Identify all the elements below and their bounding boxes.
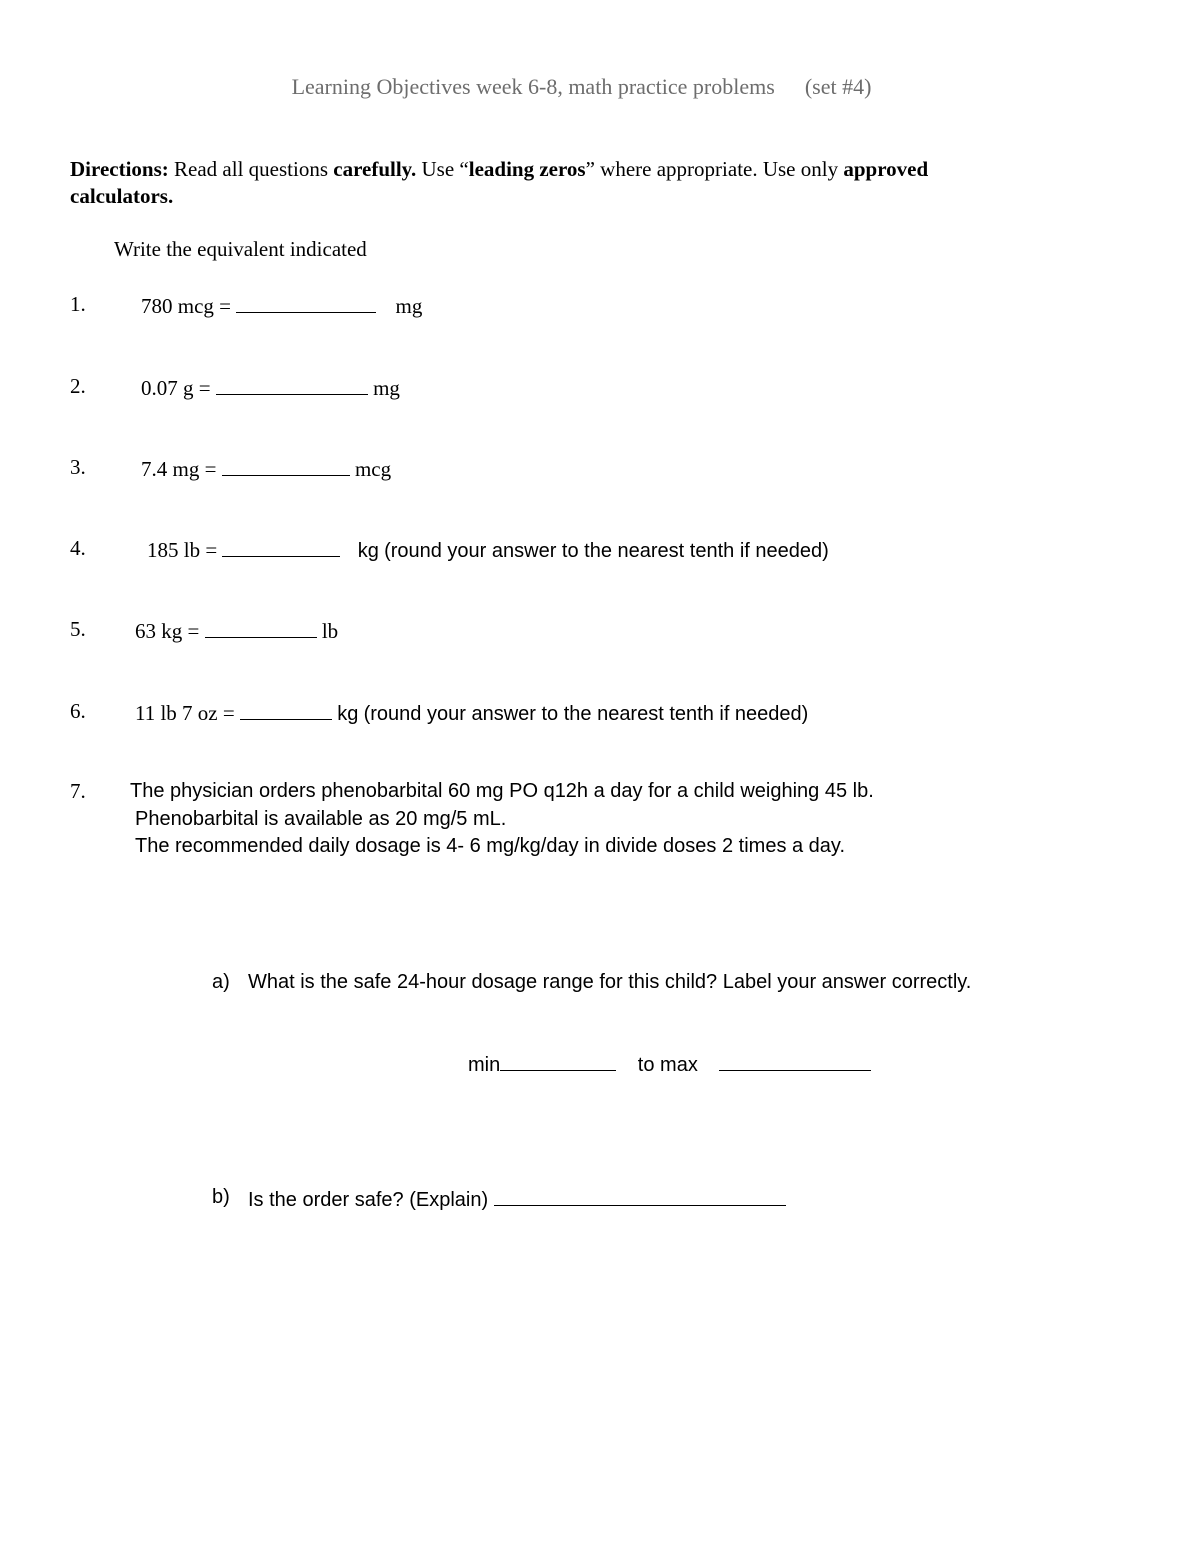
question-4-number: 4. xyxy=(70,536,86,560)
min-label: min xyxy=(468,1054,501,1076)
question-unit: mcg xyxy=(354,457,392,481)
title-set: (set #4) xyxy=(804,74,872,99)
answer-blank[interactable] xyxy=(205,619,317,638)
question-unit: lb xyxy=(321,619,339,643)
explain-blank[interactable] xyxy=(494,1187,786,1206)
min-blank[interactable] xyxy=(500,1052,616,1071)
question-unit: mg xyxy=(373,376,400,400)
instruction: Write the equivalent indicated xyxy=(114,237,367,261)
directions-bold-approved: approved xyxy=(843,157,929,181)
question-7a-text: What is the safe 24-hour dosage range for this child? Label your answer correctly. xyxy=(248,971,972,993)
question-lhs: 11 lb 7 oz = xyxy=(135,701,235,725)
question-7-line-2: Phenobarbital is available as 20 mg/5 mL. xyxy=(135,808,507,830)
question-lhs: 185 lb = xyxy=(147,538,218,562)
question-2-number: 2. xyxy=(70,374,86,398)
question-7b-label: b) xyxy=(212,1186,230,1208)
dosage-range xyxy=(468,1052,871,1075)
answer-blank[interactable] xyxy=(216,376,368,395)
max-label: to max xyxy=(637,1054,698,1076)
question-1-number: 1. xyxy=(70,292,86,316)
question-5 xyxy=(135,619,338,642)
directions-bold-carefully: carefully. xyxy=(333,157,417,181)
max-blank[interactable] xyxy=(719,1052,871,1071)
title-main: Learning Objectives week 6-8, math practice problems xyxy=(291,74,775,99)
directions-text-2: Use “ xyxy=(421,157,469,181)
question-5-number: 5. xyxy=(70,617,86,641)
question-unit: kg xyxy=(357,540,379,562)
question-unit: mg xyxy=(395,294,423,318)
question-3-number: 3. xyxy=(70,455,86,479)
directions xyxy=(70,159,928,180)
question-lhs: 0.07 g = xyxy=(141,376,211,400)
question-7-number: 7. xyxy=(70,779,86,803)
question-7b-text: Is the order safe? (Explain) xyxy=(248,1189,489,1211)
answer-blank[interactable] xyxy=(240,701,332,720)
directions-bold-leading-zeros: leading zeros xyxy=(468,157,586,181)
question-7b xyxy=(248,1187,786,1210)
question-1 xyxy=(141,294,422,317)
question-7-line-3: The recommended daily dosage is 4- 6 mg/kg/day in divide doses 2 times a day. xyxy=(135,835,845,857)
directions-label: Directions: xyxy=(70,157,169,181)
question-lhs: 7.4 mg = xyxy=(141,457,217,481)
answer-blank[interactable] xyxy=(236,294,376,313)
question-note: (round your answer to the nearest tenth if needed) xyxy=(363,703,809,725)
question-2 xyxy=(141,376,400,399)
question-6 xyxy=(135,701,808,724)
directions-text-1: Read all questions xyxy=(174,157,328,181)
question-7a-label: a) xyxy=(212,971,230,993)
directions-text-3: ” where appropriate. Use only xyxy=(585,157,839,181)
question-unit: kg xyxy=(337,703,359,725)
question-note: (round your answer to the nearest tenth if needed) xyxy=(384,540,829,562)
directions-line-2: calculators. xyxy=(70,184,174,208)
question-4 xyxy=(147,538,829,561)
question-lhs: 780 mcg = xyxy=(141,294,231,318)
question-7-line-1: The physician orders phenobarbital 60 mg PO q12h a day for a child weighing 45 lb. xyxy=(130,780,874,802)
question-lhs: 63 kg = xyxy=(135,619,200,643)
question-6-number: 6. xyxy=(70,699,86,723)
answer-blank[interactable] xyxy=(222,457,350,476)
question-3 xyxy=(141,457,391,480)
page-title xyxy=(0,76,1163,98)
answer-blank[interactable] xyxy=(222,538,340,557)
